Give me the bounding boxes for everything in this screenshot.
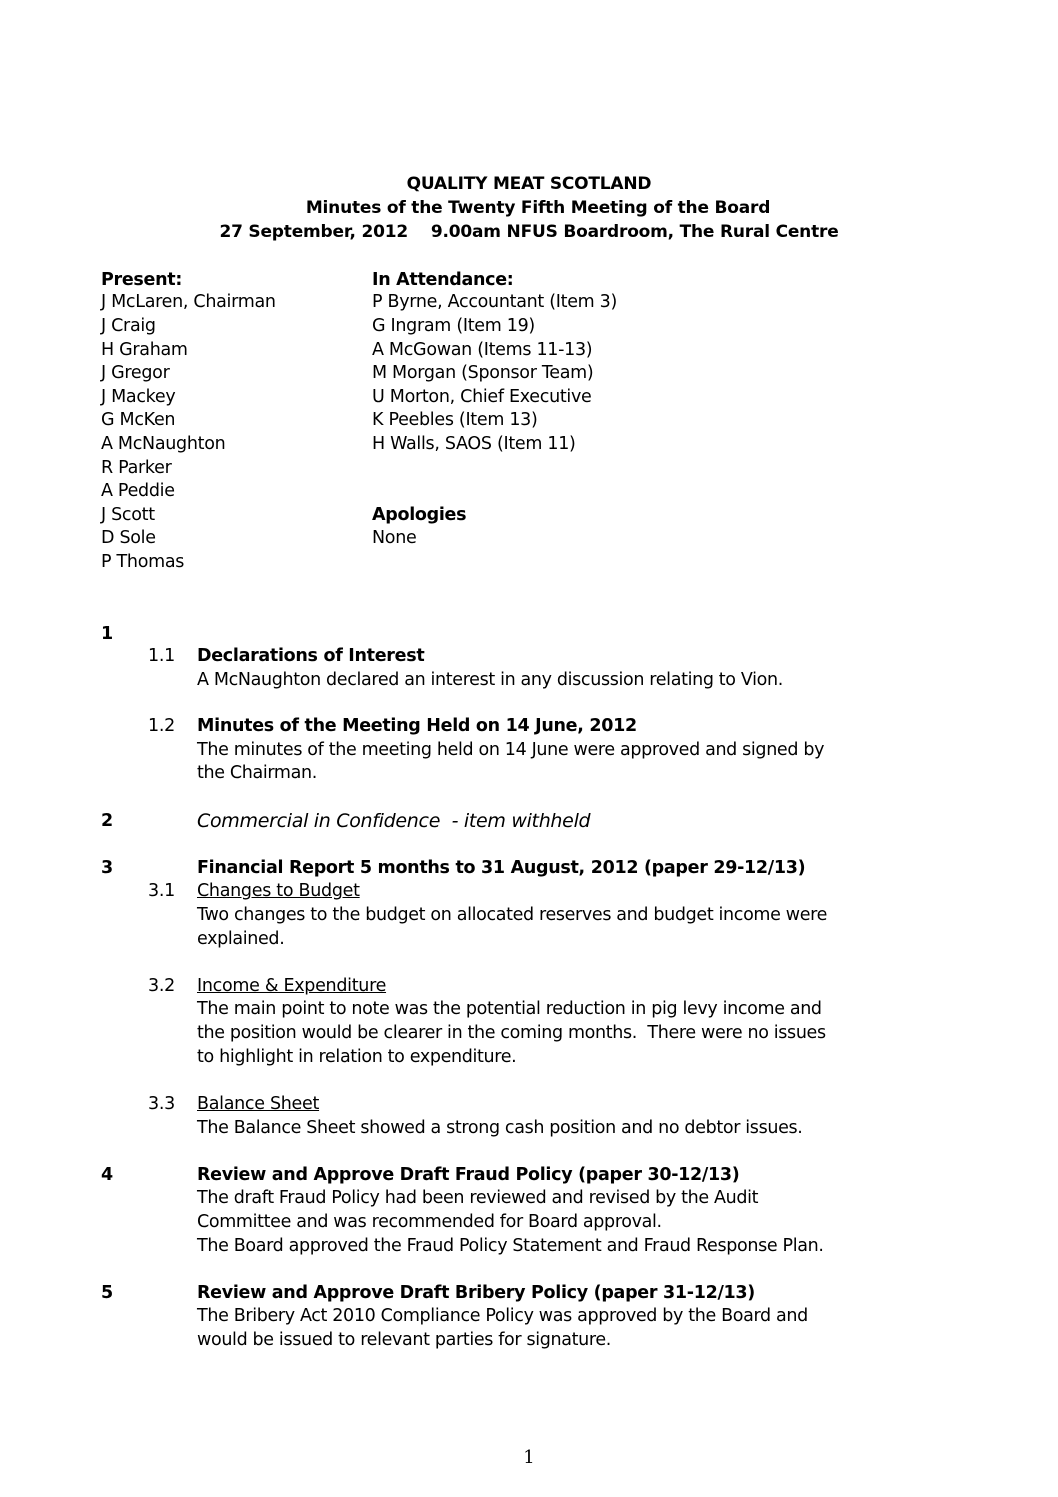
present-member: J McLaren, Chairman	[101, 292, 276, 312]
item-text: The draft Fraud Policy had been reviewed and revised by the Audit	[197, 1188, 759, 1208]
attendee: G Ingram (Item 19)	[372, 316, 535, 336]
item-number: 5	[101, 1283, 113, 1303]
present-member: R Parker	[101, 458, 172, 478]
item-title: Review and Approve Draft Fraud Policy (paper 30-12/13)	[197, 1165, 740, 1185]
subitem-text: explained.	[197, 929, 285, 949]
attendee: P Byrne, Accountant (Item 3)	[372, 292, 618, 312]
organisation-title: QUALITY MEAT SCOTLAND	[406, 174, 652, 194]
page-number: 1	[523, 1447, 535, 1468]
item-number: 4	[101, 1165, 113, 1185]
present-member: J Craig	[101, 316, 156, 336]
attendance-heading: In Attendance:	[372, 270, 514, 290]
subitem-number: 3.1	[148, 881, 175, 901]
subitem-text: The minutes of the meeting held on 14 June were approved and signed by	[197, 740, 825, 760]
present-member: H Graham	[101, 340, 188, 360]
apologies-heading: Apologies	[372, 505, 467, 525]
attendee: U Morton, Chief Executive	[372, 387, 592, 407]
present-member: P Thomas	[101, 552, 185, 572]
apologies-value: None	[372, 528, 417, 548]
subitem-title: Minutes of the Meeting Held on 14 June, 2012	[197, 716, 637, 736]
item-title-withheld: Commercial in Confidence - item withheld	[197, 810, 591, 832]
subitem-number: 1.1	[148, 646, 175, 666]
subitem-text: The main point to note was the potential reduction in pig levy income and	[197, 999, 822, 1019]
meeting-date-location: 27 September, 2012 9.00am NFUS Boardroom, The Rural Centre	[219, 222, 839, 242]
attendee: A McGowan (Items 11-13)	[372, 340, 593, 360]
subitem-text: A McNaughton declared an interest in any discussion relating to Vion.	[197, 670, 783, 690]
present-member: J Scott	[101, 505, 155, 525]
subitem-text: the Chairman.	[197, 763, 317, 783]
present-member: J Gregor	[101, 363, 170, 383]
subitem-title: Changes to Budget	[197, 881, 360, 901]
item-number: 3	[101, 858, 113, 878]
item-text: Committee and was recommended for Board approval.	[197, 1212, 662, 1232]
subitem-number: 1.2	[148, 716, 175, 736]
present-member: A Peddie	[101, 481, 175, 501]
attendee: H Walls, SAOS (Item 11)	[372, 434, 576, 454]
item-text: would be issued to relevant parties for signature.	[197, 1330, 611, 1350]
subitem-title: Income & Expenditure	[197, 976, 387, 996]
attendee: K Peebles (Item 13)	[372, 410, 538, 430]
subitem-number: 3.3	[148, 1094, 175, 1114]
subitem-title: Balance Sheet	[197, 1094, 320, 1114]
item-text: The Board approved the Fraud Policy Statement and Fraud Response Plan.	[197, 1236, 824, 1256]
subitem-text: to highlight in relation to expenditure.	[197, 1047, 517, 1067]
subitem-text: The Balance Sheet showed a strong cash position and no debtor issues.	[197, 1118, 803, 1138]
subitem-text: the position would be clearer in the coming months. There were no issues	[197, 1023, 826, 1043]
attendee: M Morgan (Sponsor Team)	[372, 363, 594, 383]
minutes-subtitle: Minutes of the Twenty Fifth Meeting of the Board	[305, 198, 771, 218]
present-member: G McKen	[101, 410, 176, 430]
item-title: Review and Approve Draft Bribery Policy (paper 31-12/13)	[197, 1283, 756, 1303]
item-title: Financial Report 5 months to 31 August, 2012 (paper 29-12/13)	[197, 858, 806, 878]
present-member: J Mackey	[101, 387, 176, 407]
subitem-title: Declarations of Interest	[197, 646, 425, 666]
present-member: D Sole	[101, 528, 156, 548]
item-number: 2	[101, 811, 113, 831]
present-member: A McNaughton	[101, 434, 226, 454]
item-text: The Bribery Act 2010 Compliance Policy was approved by the Board and	[197, 1306, 808, 1326]
subitem-text: Two changes to the budget on allocated reserves and budget income were	[197, 905, 828, 925]
present-heading: Present:	[101, 270, 183, 290]
item-number: 1	[101, 624, 113, 644]
subitem-number: 3.2	[148, 976, 175, 996]
